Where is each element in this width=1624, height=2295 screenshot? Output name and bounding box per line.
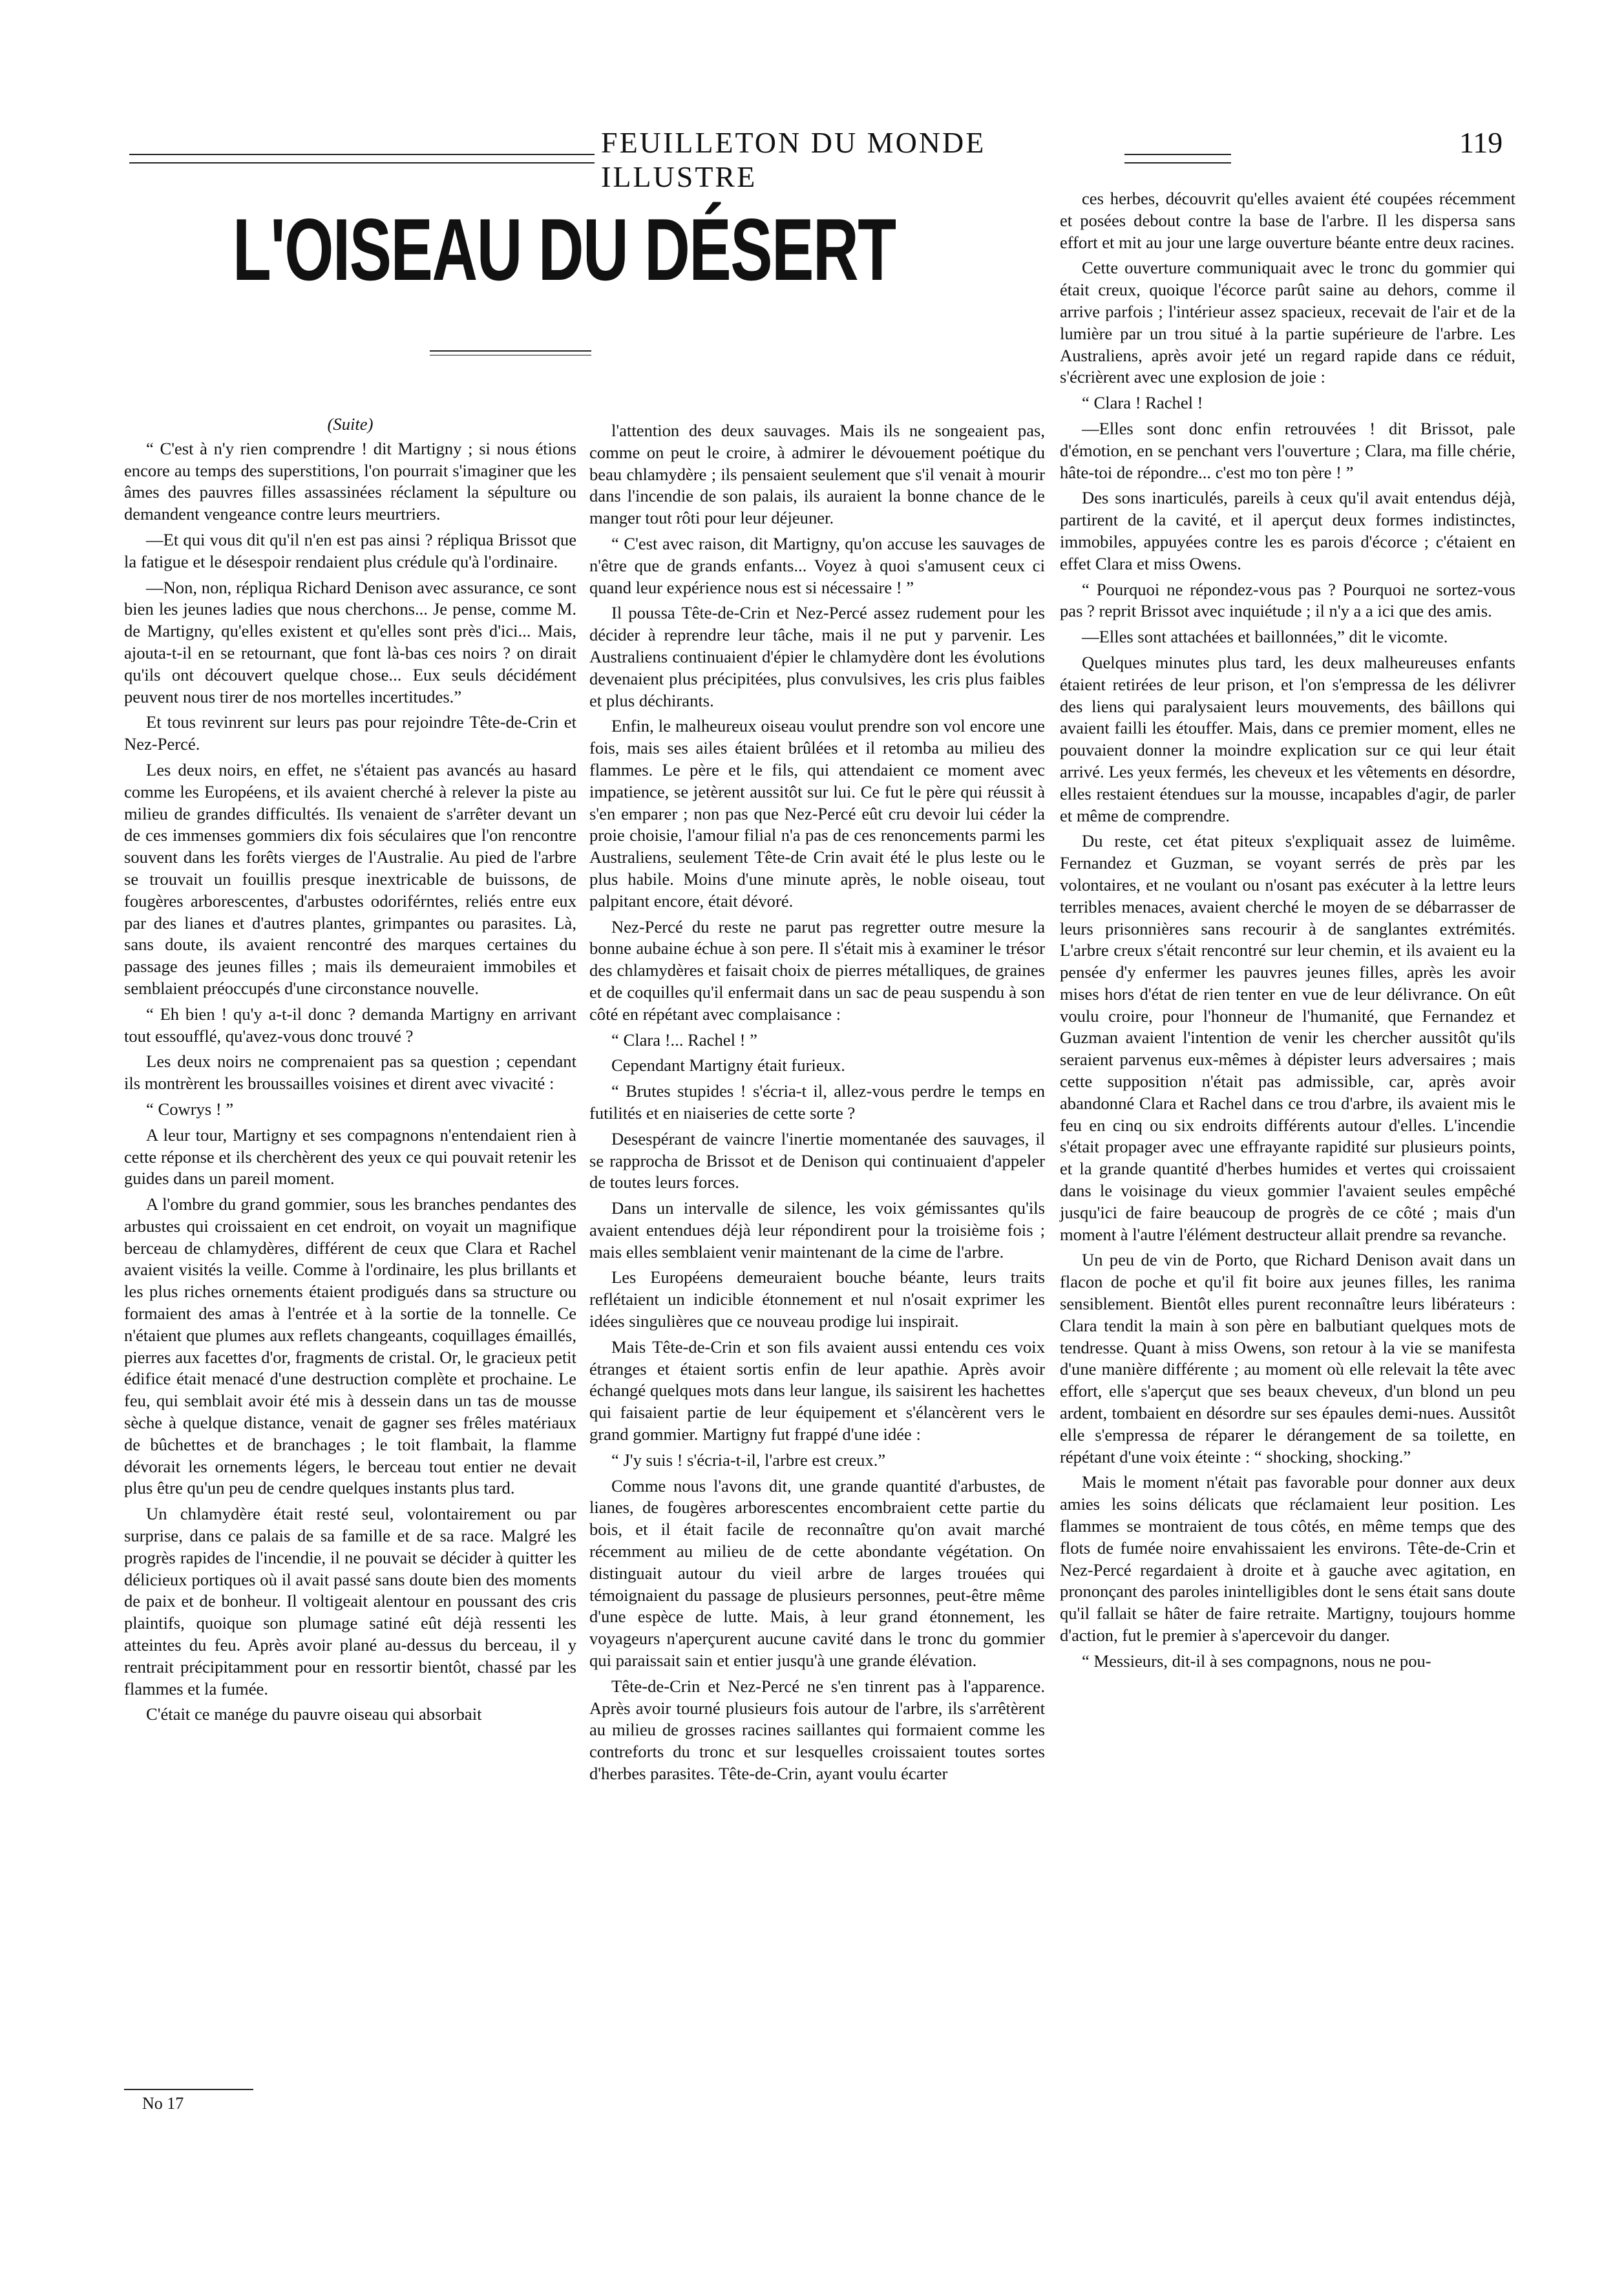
paragraph: Enfin, le malheureux oiseau voulut prendre son vol encore une fois, mais ses ailes étaient brûlées et il retomba au milieu des flammes. Le père et le fils, qui attendaient ce moment avec impatience, se jetèrent aussitôt sur lui. Ce fut le père qui réussit à s'en emparer ; non pas que Nez-Percé eût cru devoir lui céder la proie choisie, l'amour filial n'a pas de ces renoncements parmi les Australiens, seulement Tête-de Crin avait été le plus leste ou le plus habile. Moins d'une minute après, le noble oiseau, tout palpitant encore, était dévoré. — [589, 716, 1045, 911]
paragraph: Tête-de-Crin et Nez-Percé ne s'en tinrent pas à l'apparence. Après avoir tourné plusieurs fois autour de l'arbre, ils s'arrêtèrent au milieu de grosses racines saillantes qui formaient comme les contreforts du tronc et sur lesquelles croissaient toutes sortes d'herbes parasites. Tête-de-Crin, ayant voulu écarter — [589, 1676, 1045, 1784]
paragraph: Cependant Martigny était furieux. — [611, 1055, 845, 1075]
text-column-1 — [124, 414, 576, 1729]
paragraph: Les Européens demeuraient bouche béante, leurs traits reflétaient un indicible étonnement et nul n'osait exprimer les idées singulières que ce nouveau prodige lui inspirait. — [589, 1267, 1045, 1331]
paragraph: Dans un intervalle de silence, les voix gémissantes qu'ils avaient entendues déjà leur répondirent pour la troisième fois ; mais elles semblaient venir maintenant de la cime de l'arbre. — [589, 1198, 1045, 1262]
paragraph: —Elles sont attachées et baillonnées,” dit le vicomte. — [1082, 627, 1448, 647]
paragraph: A leur tour, Martigny et ses compagnons n'entendaient rien à cette réponse et ils cherchèrent des yeux ce qui pouvait retenir les guides dans un pareil moment. — [124, 1125, 576, 1189]
paragraph: Desespérant de vaincre l'inertie momentanée des sauvages, il se rapprocha de Brissot et de Denison qui continuaient d'appeler de toutes leurs forces. — [589, 1128, 1045, 1192]
paragraph: “ Pourquoi ne répondez-vous pas ? Pourquoi ne sortez-vous pas ? reprit Brissot avec inquiétude ; il n'y a a ici que des amis. — [1060, 579, 1515, 621]
paragraph: A l'ombre du grand gommier, sous les branches pendantes des arbustes qui croissaient en cet endroit, on voyait un magnifique berceau de chlamydères, différent de ceux que Clara et Rachel avaient visités la veille. Comme à l'ordinaire, les plus brillants et les plus riches ornements étaient prodigués dans sa structure ou formaient des amas à l'entrée et à la sortie de la tonnelle. Ce n'étaient que plumes aux reflets changeants, coquillages émaillés, pierres aux facettes d'or, fragments de cristal. Or, le gracieux petit édifice était menacé d'une destruction complète et prochaine. Le feu, qui semblait avoir été mis à dessein dans un tas de mousse sèche à quelque distance, venait de gagner ses frêles matériaux de bûchettes et de branchages ; le toit flambait, la flamme dévorait les ornements légers, le berceau tout entier ne devait plus être qu'un peu de cendre quelques instants plus tard. — [124, 1194, 576, 1498]
footer-rule — [124, 2089, 253, 2090]
paragraph: Mais le moment n'était pas favorable pour donner aux deux amies les soins délicats que réclamaient leur position. Les flammes se montraient de tous côtés, en même temps que des flots de fumée noire envahissaient les environs. Tête-de-Crin et Nez-Percé regardaient à droite et à gauche avec agitation, en prononçant des paroles inintelligibles dont le sens était sans doute qu'il fallait se hâter de faire retraite. Martigny, toujours homme d'action, fut le premier à s'apercevoir du danger. — [1060, 1472, 1515, 1645]
paragraph: Il poussa Tête-de-Crin et Nez-Percé assez rudement pour les décider à reprendre leur tâche, mais il ne put y parvenir. Les Australiens continuaient d'épier le chlamydère dont les évolutions devenaient plus précipitées, plus convulsives, les cris plus faibles et plus déchirants. — [589, 603, 1045, 710]
paragraph: —Et qui vous dit qu'il n'en est pas ainsi ? répliqua Brissot que la fatigue et le désespoir rendaient plus crédule qu'à l'ordinaire. — [124, 529, 576, 571]
suite-label: (Suite) — [327, 414, 374, 434]
paragraph: Quelques minutes plus tard, les deux malheureuses enfants étaient retirées de leur prison, et l'on s'empressa de les délivrer des liens qui paralysaient leurs mouvements, des bâillons qui avaient failli les étouffer. Mais, dans ce premier moment, elles ne pouvaient donner la moindre explication sur ce qui leur était arrivé. Les yeux fermés, les cheveux et les vêtements en désordre, elles restaient étendues sur la mousse, incapables d'agir, de parler et même de comprendre. — [1060, 652, 1515, 825]
paragraph: Un peu de vin de Porto, que Richard Denison avait dans un flacon de poche et qu'il fit boire aux jeunes filles, les ranima sensiblement. Bientôt elles purent reconnaître leurs libérateurs : Clara tendit la main à son père en balbutiant quelques mots de tendresse. Quant à miss Owens, son retour à la vie se manifesta d'une manière différente ; au moment où elle relevait la tête avec effort, elle s'aperçut que ses beaux cheveux, d'un blond un peu ardent, tombaient en désordre sur ses épaules demi-nues. Aussitôt elle s'empressa de réparer le dérangement de sa toilette, en répétant d'une voix éteinte : “ shocking, shocking.” — [1060, 1250, 1515, 1466]
paragraph: Nez-Percé du reste ne parut pas regretter outre mesure la bonne aubaine échue à son pere. Il s'était mis à examiner le trésor des chlamydères et faisait choix de pierres métalliques, de graines et de coquilles qu'il enfermait dans un sac de peau suspendu à son côté en répétant avec complaisance : — [589, 916, 1045, 1024]
paragraph: Des sons inarticulés, pareils à ceux qu'il avait entendus déjà, partirent de la cavité, et il aperçut deux formes indistinctes, immobiles, appuyées contre les es parois d'écorce ; c'étaient en effet Clara et miss Owens. — [1060, 488, 1515, 573]
paragraph: “ Clara !... Rachel ! ” — [611, 1030, 757, 1050]
page-number: 119 — [1454, 125, 1508, 160]
paragraph: “ Brutes stupides ! s'écria-t il, allez-vous perdre le temps en futilités et en niaiseries de cette sorte ? — [589, 1081, 1045, 1123]
paragraph: “ Messieurs, dit-il à ses compagnons, nous ne pou- — [1082, 1651, 1431, 1671]
text-column-2 — [589, 420, 1045, 1789]
paragraph: —Elles sont donc enfin retrouvées ! dit Brissot, pale d'émotion, en se penchant vers l'ouverture ; Clara, ma fille chérie, hâte-toi de répondre... c'est mo ton père ! ” — [1060, 418, 1515, 482]
paragraph: “ Clara ! Rachel ! — [1082, 393, 1203, 413]
paragraph: Cette ouverture communiquait avec le tronc du gommier qui était creux, quoique l'écorce parût saine au dehors, comme il arrive parfois ; l'intérieur assez spacieux, recevait de l'air et de la lumière par un trou situé à la partie supérieure de l'arbre. Les Australiens, après avoir jeté un regard rapide dans ce réduit, s'écrièrent avec une explosion de joie : — [1060, 258, 1515, 387]
paragraph: C'était ce manége du pauvre oiseau qui absorbait — [146, 1704, 482, 1724]
paragraph: Mais Tête-de-Crin et son fils avaient aussi entendu ces voix étranges et étaient sortis enfin de leur apathie. Après avoir échangé quelques mots dans leur langue, ils saisirent les hachettes qui faisaient partie de leur équipement et s'élancèrent vers le grand gommier. Martigny fut frappé d'une idée : — [589, 1337, 1045, 1444]
paragraph: Et tous revinrent sur leurs pas pour rejoindre Tête-de-Crin et Nez-Percé. — [124, 712, 576, 754]
paragraph: “ C'est à n'y rien comprendre ! dit Martigny ; si nous étions encore au temps des superstitions, l'on pourrait s'imaginer que les âmes des pauvres filles assassinées réclament la sépulture ou demandent vengeance contre leurs meurtriers. — [124, 438, 576, 524]
paragraph: “ C'est avec raison, dit Martigny, qu'on accuse les sauvages de n'être que de grands enfants... Voyez à quoi s'amusent ceux ci quand leur expérience nous est si nécessaire ! ” — [589, 533, 1045, 597]
paragraph: Un chlamydère était resté seul, volontairement ou par surprise, dans ce palais de sa famille et de sa race. Malgré les progrès rapides de l'incendie, il ne pouvait se décider à quitter les délicieux portiques où il avait passé sans doute bien des moments de paix et de bonheur. Il voltigeait alentour en poussant des cris plaintifs, quoique son plumage satiné eût déjà ressenti les atteintes du feu. Après avoir plané au-dessus du berceau, il y rentrait précipitamment pour en ressortir bientôt, chassé par les flammes et la fumée. — [124, 1504, 576, 1698]
paragraph: l'attention des deux sauvages. Mais ils ne songeaient pas, comme on peut le croire, à admirer le dévouement poétique du beau chlamydère ; ils pensaient seulement que s'il venait à mourir dans l'incendie de son palais, ils auraient la bonne chance de le manger tout rôti pour leur déjeuner. — [589, 421, 1045, 528]
text-column-3 — [1060, 188, 1515, 1676]
paragraph: Les deux noirs ne comprenaient pas sa question ; cependant ils montrèrent les broussailles voisines et dirent avec vivacité : — [124, 1052, 576, 1094]
paragraph: “ J'y suis ! s'écria-t-il, l'arbre est creux.” — [611, 1450, 886, 1470]
title-rule — [430, 350, 591, 355]
paragraph: Les deux noirs, en effet, ne s'étaient pas avancés au hasard comme les Européens, et ils avaient cherché à relever la piste au milieu de grandes difficultés. Ils venaient de s'arrêter devant un de ces immenses gommiers dix fois séculaires que l'on rencontre souvent dans les forêts vierges de l'Australie. Au pied de l'arbre se trouvait un fouillis presque inextricable de buissons, de fougères arborescentes, d'arbustes odoriférntes, reliés entre eux par des lianes et d'autres plantes, grimpantes ou parasites. Là, sans doute, ils avaient rencontré des marques certaines du passage des jeunes filles ; mais ils demeuraient immobiles et semblaient préoccupés d'une circonstance nouvelle. — [124, 759, 576, 998]
paragraph: ces herbes, découvrit qu'elles avaient été coupées récemment et posées debout contre la base de l'arbre. Il les dispersa sans effort et mit au jour une large ouverture béante entre deux racines. — [1060, 189, 1515, 252]
article-title: L'OISEAU DU DÉSERT — [233, 200, 896, 299]
paragraph: “ Eh bien ! qu'y a-t-il donc ? demanda Martigny en arrivant tout essoufflé, qu'avez-vous donc trouvé ? — [124, 1004, 576, 1046]
paragraph: —Non, non, répliqua Richard Denison avec assurance, ce sont bien les jeunes ladies que nous cherchons... Je pense, comme M. de Martigny, qu'elles existent et qu'elles sont près d'ici... Mais, ajouta-t-il en se retournant, que font là-bas ces noirs ? on dirait qu'ils ont découvert quelque chose... Eux seuls décidément peuvent nous tirer de nos mortelles incertitudes.” — [124, 577, 576, 706]
paragraph: Comme nous l'avons dit, une grande quantité d'arbustes, de lianes, de fougères arborescentes encombraient cette partie du bois, et il était facile de reconnaître qu'on avait marché récemment au milieu de de cette abondante végétation. On distinguait autour du vieil arbre de larges trouées qui témoignaient du passage de plusieurs personnes, peut-être même d'une espèce de lutte. Mais, à leur grand étonnement, les voyageurs n'aperçurent aucune cavité dans le tronc du gommier qui paraissait sain et entier jusqu'à une grande élévation. — [589, 1475, 1045, 1671]
paragraph: “ Cowrys ! ” — [146, 1099, 234, 1119]
issue-number: No 17 — [142, 2094, 184, 2113]
running-title: FEUILLETON DU MONDE ILLUSTRE — [595, 125, 1124, 194]
paragraph: Du reste, cet état piteux s'expliquait assez de luimême. Fernandez et Guzman, se voyant serrés de près par les volontaires, et ne voulant ou n'osant pas exécuter à la lettre leurs terribles menaces, avaient cherché le moyen de se débarrasser de leurs prisonnières sans recourir à de sanglantes extrémités. L'arbre creux s'était rencontré sur leur chemin, et ils avaient eu la pensée d'y enfermer les pauvres jeunes filles, après les avoir mises hors d'état de rien tenter en vue de leur délivrance. On eût voulu croire, pour l'honneur de l'humanité, que Fernandez et Guzman avaient l'intention de venir les chercher aussitôt qu'ils seraient parvenus eux-mêmes à dépister leurs adversaires ; mais cette supposition n'était pas admissible, car, après avoir abandonné Clara et Rachel dans ce trou d'arbre, ils avaient mis le feu en cinq ou six endroits différents autour d'elles. L'incendie s'était propager avec une effrayante rapidité sur plusieurs points, et la grande quantité d'herbes humides et vertes qui croissaient dans le voisinage du vieux gommier l'avaient seules empêché jusqu'ici de faire beaucoup de progrès de ce côté ; mais d'un moment à l'autre l'élément destructeur allait prendre sa revanche. — [1060, 831, 1515, 1244]
